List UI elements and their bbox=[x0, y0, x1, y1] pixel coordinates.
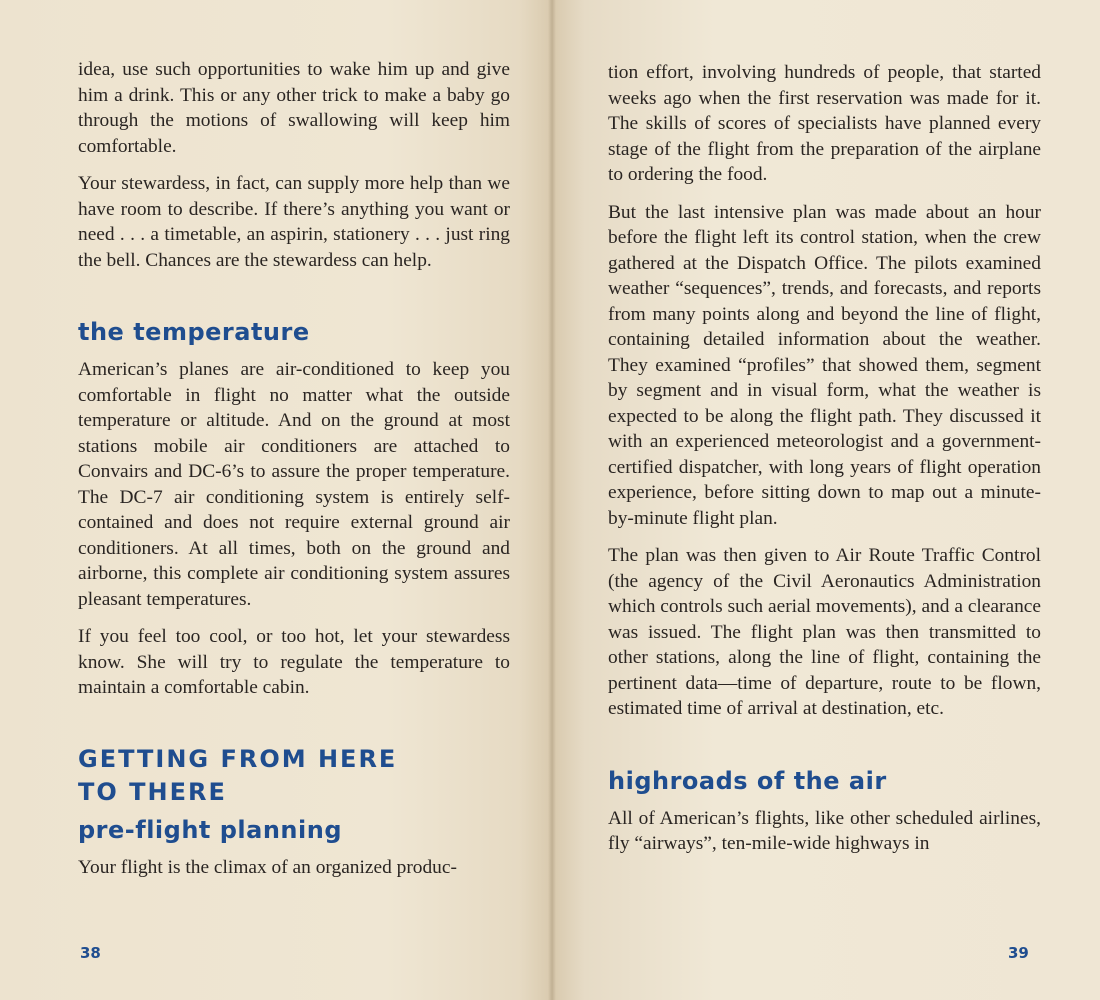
paragraph-stewardess-help: Your stewardess, in fact, can supply more help than we have room to describe. If there’s anything you want or need . . . a timetable, an aspirin, stationery . . . just ring the bell. Chances are the stewardess can help. bbox=[78, 173, 510, 271]
heading-pre-flight-planning: pre-flight planning bbox=[78, 815, 343, 844]
heading-getting-from-here bbox=[78, 743, 510, 809]
paragraph-baby-swallowing: idea, use such opportunities to wake him up and give him a drink. This or any other trick to make a baby go through the motions of swallowing will keep him comfortable. bbox=[78, 59, 510, 157]
right-column bbox=[608, 0, 1041, 857]
paragraph-dispatch-office: But the last intensive plan was made about an hour before the flight left its control station, when the crew gathered at the Dispatch Office. The pilots examined weather “sequences”, trends, and forecasts, and reports from many points along and beyond the line of flight, containing detailed information about the weather. They examined “profiles” that showed them, segment by segment and in visual form, what the weather is expected to be along the flight path. They discussed it with an experienced meteorologist and a government-certified dispatcher, with long years of flight operation experience, before sitting down to map out a minute-by-minute flight plan. bbox=[608, 201, 1041, 529]
page-number-left: 38 bbox=[80, 944, 101, 962]
heading-highroads-of-the-air: highroads of the air bbox=[608, 766, 887, 795]
right-page bbox=[552, 0, 1100, 1000]
left-column bbox=[78, 0, 510, 880]
heading-line-1: GETTING FROM HERE bbox=[78, 744, 398, 773]
heading-line-2: TO THERE bbox=[78, 777, 227, 806]
paragraph-production-effort: tion effort, involving hundreds of people, that started weeks ago when the first reservation was made for it. The skills of scores of specialists have planned every stage of the flight from the preparation of the airplane to ordering the food. bbox=[608, 62, 1041, 185]
paragraph-flight-climax: Your flight is the climax of an organized produc- bbox=[78, 856, 457, 878]
heading-the-temperature: the temperature bbox=[78, 318, 310, 346]
book-gutter bbox=[548, 0, 556, 1000]
paragraph-air-route-traffic-control: The plan was then given to Air Route Traffic Control (the agency of the Civil Aeronautics Administration which controls such aerial movements), and a clearance was issued. The flight plan was then transmitted to other stations, along the line of flight, containing the pertinent data—time of departure, route to be flown, estimated time of arrival at destination, etc. bbox=[608, 545, 1041, 719]
paragraph-too-cool-too-hot: If you feel too cool, or too hot, let your stewardess know. She will try to regulate the temperature to maintain a comfortable cabin. bbox=[78, 626, 510, 698]
paragraph-air-conditioning: American’s planes are air-conditioned to keep you comfortable in flight no matter what the outside temperature or altitude. And on the ground at most stations mobile air conditioners are attached to Convairs and DC-6’s to assure the proper temperature. The DC-7 air conditioning system is entirely self-contained and does not require external ground air conditioners. At all times, both on the ground and airborne, this complete air conditioning system assures pleasant temperatures. bbox=[78, 359, 510, 610]
paragraph-airways: All of American’s flights, like other scheduled airlines, fly “airways”, ten-mile-wide highways in bbox=[608, 807, 1041, 854]
page-number-right: 39 bbox=[1008, 944, 1029, 962]
